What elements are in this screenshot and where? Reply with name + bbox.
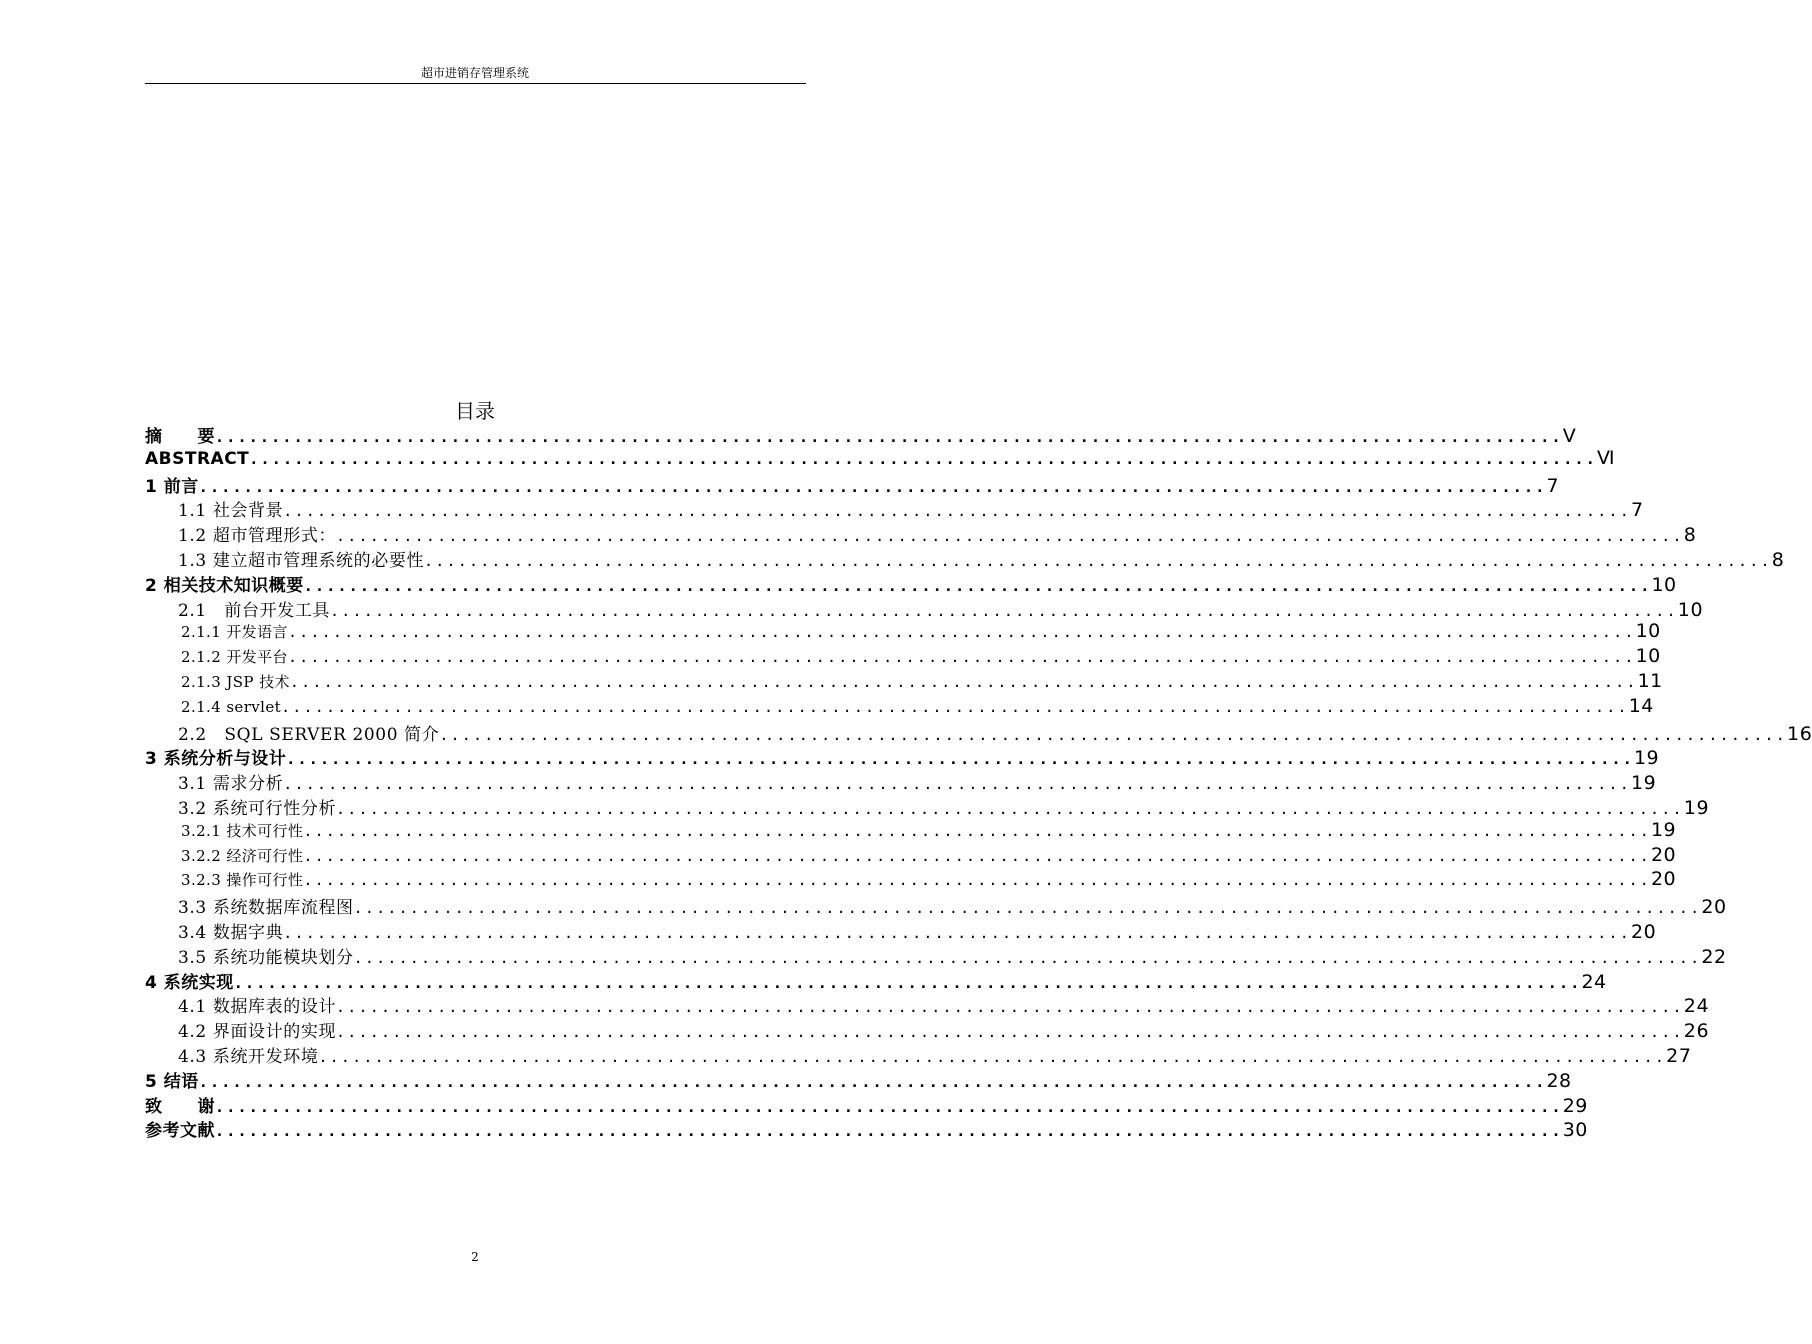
toc-entry[interactable] [145,521,1697,547]
toc-entry[interactable] [145,571,1677,596]
toc-entry[interactable] [145,1067,1572,1092]
toc-entry-page: 19 [1630,772,1657,795]
toc-dot-leader: ........................................................................................................................ [336,527,1684,546]
toc-entry-label: 2.1.2 开发平台 [181,648,288,667]
toc-entry-page: Ⅴ [1562,425,1577,447]
toc-entry[interactable] [145,422,1577,447]
toc-entry[interactable] [145,620,1661,645]
toc-entry-page: 20 [1701,896,1727,919]
toc-entry-label: 3.4 数据字典 [178,923,284,943]
toc-dot-leader: ........................................................................................................................ [198,477,1547,496]
toc-entry[interactable] [145,968,1607,993]
toc-entry[interactable] [145,893,1727,919]
toc-dot-leader: ........................................................................................................................ [286,750,1634,769]
toc-entry-label: 2.1.1 开发语言 [181,623,288,642]
toc-entry-label: 1 前言 [145,476,199,497]
toc-entry-page: 27 [1666,1045,1692,1067]
toc-entry-label: 3.2.2 经济可行性 [181,846,304,865]
toc-entry[interactable] [145,744,1660,770]
toc-entry-label: 2.1 前台开发工具 [178,600,331,621]
toc-entry[interactable] [145,1116,1588,1142]
toc-entry-page: 26 [1683,1020,1710,1043]
toc-dot-leader: ........................................................................................................................ [330,601,1678,620]
toc-entry[interactable] [145,496,1644,522]
toc-entry-page: 20 [1651,843,1677,866]
toc-entry-label: 致 谢 [145,1096,215,1117]
toc-entry-label: 2 相关技术知识概要 [145,575,304,596]
toc-dot-leader: ........................................................................................................................ [336,998,1684,1017]
toc-dot-leader: ........................................................................................................................ [287,623,1636,642]
toc-dot-leader: ........................................................................................................................ [287,648,1636,667]
toc-dot-leader: ........................................................................................................................ [318,1048,1667,1066]
toc-dot-leader: ........................................................................................................................ [303,846,1652,865]
toc-entry-page: 11 [1637,670,1663,692]
toc-entry-page: 7 [1630,499,1644,522]
toc-entry-label: 1.1 社会背景 [178,501,284,522]
toc-entry[interactable] [145,546,1785,571]
page-number: 2 [471,1250,479,1264]
toc-dot-leader: ........................................................................................................................ [215,428,1563,446]
toc-entry-label: 摘 要 [145,427,215,447]
toc-entry[interactable] [145,670,1663,695]
toc-entry-label: 4 系统实现 [145,972,234,993]
toc-entry-label: 4.1 数据库表的设计 [178,997,337,1018]
toc-entry-page: 24 [1683,995,1710,1018]
toc-entry-label: 3.2.3 操作可行性 [181,871,304,890]
toc-entry-page: 19 [1633,747,1660,770]
toc-dot-leader: ........................................................................................................................ [281,697,1629,716]
toc-entry-label: ABSTRACT [145,448,250,469]
toc-entry-page: Ⅵ [1596,446,1616,469]
toc-entry[interactable] [145,596,1704,621]
toc-dot-leader: ........................................................................................................................ [233,973,1582,992]
toc-entry-page: 14 [1628,694,1654,717]
toc-entry-page: 16 [1787,722,1812,745]
toc-entry-label: 3.5 系统功能模块划分 [178,947,354,968]
toc-dot-leader: ........................................................................................................................ [283,502,1631,521]
toc-entry[interactable] [145,446,1616,472]
toc-dot-leader: ........................................................................................................................ [283,775,1631,794]
toc-entry-label: 3.3 系统数据库流程图 [178,898,354,919]
toc-entry[interactable] [145,818,1677,844]
toc-entry-label: 2.1.4 servlet [181,697,282,716]
toc-dot-leader: ........................................................................................................................ [289,673,1638,691]
toc-entry[interactable] [145,943,1727,968]
toc-entry-page: 22 [1701,945,1727,968]
toc-entry-label: 2.2 SQL SERVER 2000 简介 [178,724,440,745]
toc-entry-label: 4.3 系统开发环境 [178,1047,319,1067]
toc-entry[interactable] [145,645,1661,670]
toc-entry-page: 29 [1562,1094,1588,1117]
toc-entry[interactable] [145,1042,1692,1067]
toc-entry-page: 20 [1651,868,1677,891]
toc-dot-leader: ........................................................................................................................ [303,576,1652,595]
toc-entry-label: 3.1 需求分析 [178,774,284,795]
toc-entry-label: 2.1.3 JSP 技术 [181,673,290,691]
toc-entry-page: 10 [1677,598,1704,621]
toc-dot-leader: ........................................................................................................................ [336,1023,1684,1042]
toc-dot-leader: ........................................................................................................................ [215,1122,1563,1141]
header-rule [145,83,806,84]
toc-dot-leader: ........................................................................................................................ [439,725,1788,744]
toc-dot-leader: ........................................................................................................................ [336,800,1684,818]
toc-entry[interactable] [145,1017,1710,1043]
toc-entry-label: 参考文献 [145,1121,215,1142]
toc-dot-leader: ........................................................................................................................ [198,1072,1547,1091]
toc-entry[interactable] [145,472,1560,497]
running-header: 超市进销存管理系统 [420,66,529,80]
toc-entry-label: 3.2 系统可行性分析 [178,799,337,819]
toc-entry-label: 5 结语 [145,1071,199,1092]
toc-dot-leader: ........................................................................................................................ [353,948,1702,967]
toc-entry[interactable] [145,1092,1588,1117]
toc-entry-page: 10 [1651,573,1677,596]
toc-entry[interactable] [145,918,1657,943]
toc-dot-leader: ........................................................................................................................ [215,1097,1563,1116]
toc-entry[interactable] [145,992,1710,1018]
toc-entry-label: 3.2.1 技术可行性 [181,821,304,840]
toc-entry[interactable] [145,720,1812,745]
toc-entry[interactable] [145,794,1710,819]
toc-entry[interactable] [145,843,1677,869]
toc-dot-leader: ........................................................................................................................ [303,871,1652,890]
toc-dot-leader: ........................................................................................................................ [283,924,1631,942]
toc-entry-page: 24 [1581,970,1607,993]
toc-entry-page: 10 [1635,645,1661,668]
toc-entry[interactable] [145,769,1657,795]
toc-entry-page: 7 [1546,474,1560,497]
toc-entry-page: 10 [1635,620,1661,643]
toc-entry-page: 19 [1651,818,1677,841]
toc-entry-page: 8 [1683,524,1697,547]
toc-entry-label: 4.2 界面设计的实现 [178,1022,337,1043]
toc-title: 目录 [455,399,495,423]
toc-entry[interactable] [145,868,1677,893]
toc-entry-page: 20 [1630,921,1657,943]
toc-dot-leader: ........................................................................................................................ [424,552,1772,570]
toc-entry-label: 1.2 超市管理形式： [178,526,337,547]
toc-dot-leader: ........................................................................................................................ [249,449,1597,468]
toc-entry-page: 19 [1683,797,1710,819]
toc-entry-page: 30 [1562,1119,1588,1142]
toc-entry-label: 1.3 建立超市管理系统的必要性 [178,551,425,571]
toc-entry-label: 3 系统分析与设计 [145,749,287,770]
toc-dot-leader: ........................................................................................................................ [303,821,1652,840]
toc-entry-page: 8 [1771,549,1785,571]
toc-entry[interactable] [145,694,1654,720]
toc-entry-page: 28 [1546,1069,1572,1092]
toc-dot-leader: ........................................................................................................................ [353,899,1702,918]
